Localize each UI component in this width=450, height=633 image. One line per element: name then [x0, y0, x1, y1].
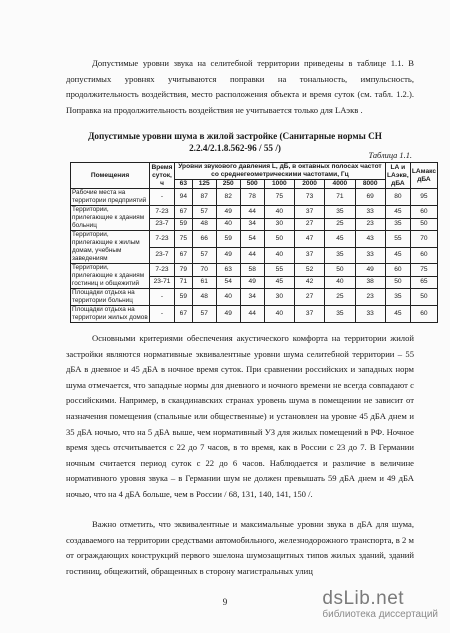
value-cell: 61 — [192, 276, 216, 289]
value-cell: 30 — [264, 218, 294, 231]
time-cell: 7-23 — [150, 231, 175, 248]
value-cell: 45 — [385, 247, 410, 264]
value-cell: 35 — [325, 247, 355, 264]
value-cell: 33 — [355, 247, 385, 264]
premises-cell: Рабочие места на территории предприятий — [71, 189, 150, 206]
premises-cell: Территории, прилегающие к зданиям больниц — [71, 206, 150, 231]
value-cell: 37 — [294, 247, 324, 264]
time-cell: - — [150, 189, 175, 206]
value-cell: 69 — [355, 189, 385, 206]
watermark-site: dsLib.net — [322, 588, 405, 609]
value-cell: 57 — [192, 247, 216, 264]
value-cell: 49 — [216, 247, 240, 264]
header-frequency: 250 — [216, 180, 240, 189]
value-cell: 54 — [216, 276, 240, 289]
table-row — [71, 306, 438, 323]
table-row — [71, 189, 438, 206]
value-cell: 35 — [385, 289, 410, 306]
value-cell: 25 — [325, 289, 355, 306]
value-cell: 49 — [216, 206, 240, 219]
watermark-logo — [322, 589, 438, 621]
value-cell: 59 — [216, 231, 240, 248]
value-cell: 45 — [385, 206, 410, 219]
value-cell: 75 — [410, 264, 437, 277]
value-cell: 60 — [410, 247, 437, 264]
value-cell: 40 — [216, 289, 240, 306]
value-cell: 37 — [294, 306, 324, 323]
value-cell: 48 — [192, 218, 216, 231]
header-premises: Помещения — [71, 163, 150, 189]
value-cell: 40 — [264, 206, 294, 219]
value-cell: 35 — [325, 306, 355, 323]
value-cell: 67 — [175, 247, 193, 264]
value-cell: 37 — [294, 206, 324, 219]
body-paragraph-2: Важно отметить, что эквивалентные и максимальные уровни звука в дБА для шума, создаваемого на территории средствами автомобильного, железнодорожного транспорта, в 2 м от ограждающих конструкций первого эшелона шумозащитных типов жилых зданий, зданий гостиниц, общежитий, обращенных в сторону магистральных улиц — [66, 519, 414, 576]
value-cell: 50 — [410, 218, 437, 231]
time-cell: - — [150, 306, 175, 323]
value-cell: 38 — [355, 276, 385, 289]
value-cell: 40 — [264, 306, 294, 323]
value-cell: 67 — [175, 206, 193, 219]
header-frequency: 8000 — [355, 180, 385, 189]
value-cell: 34 — [240, 289, 264, 306]
header-la-eq: LА и LАэкв, дБА — [387, 163, 409, 187]
value-cell: 25 — [325, 218, 355, 231]
value-cell: 55 — [385, 231, 410, 248]
value-cell: 75 — [175, 231, 193, 248]
value-cell: 60 — [410, 306, 437, 323]
premises-cell: Площадки отдыха на территории больниц — [71, 289, 150, 306]
value-cell: 34 — [240, 218, 264, 231]
value-cell: 50 — [264, 231, 294, 248]
value-cell: 49 — [355, 264, 385, 277]
value-cell: 47 — [294, 231, 324, 248]
value-cell: 48 — [192, 289, 216, 306]
value-cell: 67 — [175, 306, 193, 323]
value-cell: 95 — [410, 189, 437, 206]
header-frequency: 2000 — [294, 180, 324, 189]
premises-cell: Территории, прилегающие к жилым домам, учебным заведениям — [71, 231, 150, 264]
value-cell: 44 — [240, 306, 264, 323]
value-cell: 65 — [410, 276, 437, 289]
premises-cell: Территории, прилегающие к зданиям гостиниц и общежитий — [71, 264, 150, 289]
value-cell: 55 — [264, 264, 294, 277]
page-number: 9 — [222, 597, 228, 607]
value-cell: 49 — [216, 306, 240, 323]
value-cell: 58 — [240, 264, 264, 277]
value-cell: 73 — [294, 189, 324, 206]
value-cell: 45 — [385, 306, 410, 323]
value-cell: 33 — [355, 306, 385, 323]
header-time: Время суток, ч — [151, 163, 173, 187]
value-cell: 50 — [325, 264, 355, 277]
value-cell: 40 — [264, 247, 294, 264]
value-cell: 40 — [325, 276, 355, 289]
time-cell: 7-23 — [150, 264, 175, 277]
value-cell: 50 — [410, 289, 437, 306]
header-frequency: 500 — [240, 180, 264, 189]
value-cell: 82 — [216, 189, 240, 206]
value-cell: 49 — [240, 276, 264, 289]
value-cell: 57 — [192, 306, 216, 323]
body-paragraph-1: Основными критериями обеспечения акустического комфорта на территории жилой застройки являются нормативные эквивалентные уровни шума селитебной территории – 55 дБА в дневное и 45 дБА в ночное время суток. При сравнении российских и западных норм шума отмечается, что западные нормы для дневного и ночного времени не всегда совпадают с российскими. Например, в скандинавских странах уровень шума в помещении не зависит от назначения помещения (спальные или общественные) и установлен на уровне 45 дБА днем и 35 дБА ночью, что на 5 дБА выше, чем нормативный УЗ для жилых помещений в РФ. Ночное время здесь отсчитывается с 22 до 7 часов, в то время, как в России с 23 до 7. В Германии ночным считается период суток с 22 до 6 часов. Наблюдается и различие в величине нормативного уровня звука – в Германии шум не должен превышать 59 дБА днем и 49 дБА ночью, что на 4 дБА больше, чем в России / 68, 131, 140, 141, 150 /. — [66, 333, 414, 499]
time-cell: 23-7 — [150, 247, 175, 264]
value-cell: 70 — [410, 231, 437, 248]
value-cell: 50 — [385, 276, 410, 289]
table-title: Допустимые уровни шума в жилой застройке (Санитарные нормы СН 2.2.4/2.1.8.562-96 / 55 /) — [88, 131, 382, 153]
value-cell: 35 — [325, 206, 355, 219]
header-frequency: 4000 — [325, 180, 355, 189]
table-row — [71, 206, 438, 219]
value-cell: 30 — [264, 289, 294, 306]
time-cell: 23-71 — [150, 276, 175, 289]
table-row — [71, 231, 438, 248]
time-cell: 7-23 — [150, 206, 175, 219]
value-cell: 63 — [216, 264, 240, 277]
value-cell: 71 — [325, 189, 355, 206]
value-cell: 54 — [240, 231, 264, 248]
table-row — [71, 264, 438, 277]
watermark-caption: библиотека диссертаций — [322, 609, 438, 620]
value-cell: 45 — [264, 276, 294, 289]
value-cell: 40 — [216, 218, 240, 231]
value-cell: 71 — [175, 276, 193, 289]
value-cell: 60 — [385, 264, 410, 277]
value-cell: 94 — [175, 189, 193, 206]
value-cell: 45 — [325, 231, 355, 248]
value-cell: 60 — [410, 206, 437, 219]
value-cell: 27 — [294, 218, 324, 231]
value-cell: 44 — [240, 206, 264, 219]
value-cell: 57 — [192, 206, 216, 219]
value-cell: 87 — [192, 189, 216, 206]
header-frequency: 125 — [192, 180, 216, 189]
time-cell: 23-7 — [150, 218, 175, 231]
intro-paragraph: Допустимые уровни звука на селитебной территории приведены в таблице 1.1. В допустимых уровнях учитываются поправки на тональность, импульсность, продолжительность воздействия, место расположения объекта и время суток (см. табл. 1.2.). Поправка на продолжительность воздействия не учитывается только для LАэкв . — [66, 58, 414, 115]
value-cell: 33 — [355, 206, 385, 219]
value-cell: 23 — [355, 289, 385, 306]
value-cell: 70 — [192, 264, 216, 277]
value-cell: 35 — [385, 218, 410, 231]
value-cell: 59 — [175, 218, 193, 231]
value-cell: 42 — [294, 276, 324, 289]
value-cell: 27 — [294, 289, 324, 306]
value-cell: 79 — [175, 264, 193, 277]
table-row — [71, 289, 438, 306]
header-la-max: LАмакс дБА — [410, 163, 437, 189]
value-cell: 43 — [355, 231, 385, 248]
premises-cell: Площадки отдыха на территории жилых домов — [72, 306, 148, 321]
value-cell: 78 — [240, 189, 264, 206]
time-cell: - — [150, 289, 175, 306]
table-label: Таблица 1.1. — [368, 151, 412, 160]
noise-levels-table — [70, 162, 438, 323]
value-cell: 52 — [294, 264, 324, 277]
value-cell: 44 — [240, 247, 264, 264]
value-cell: 66 — [192, 231, 216, 248]
value-cell: 23 — [355, 218, 385, 231]
header-frequency: 63 — [175, 180, 193, 189]
value-cell: 59 — [175, 289, 193, 306]
value-cell: 80 — [385, 189, 410, 206]
header-frequency: 1000 — [264, 180, 294, 189]
value-cell: 75 — [264, 189, 294, 206]
header-sound-pressure: Уровни звукового давления L, дБ, в октавных полосах частот со среднегеометрическими частотами, Гц — [175, 163, 386, 180]
